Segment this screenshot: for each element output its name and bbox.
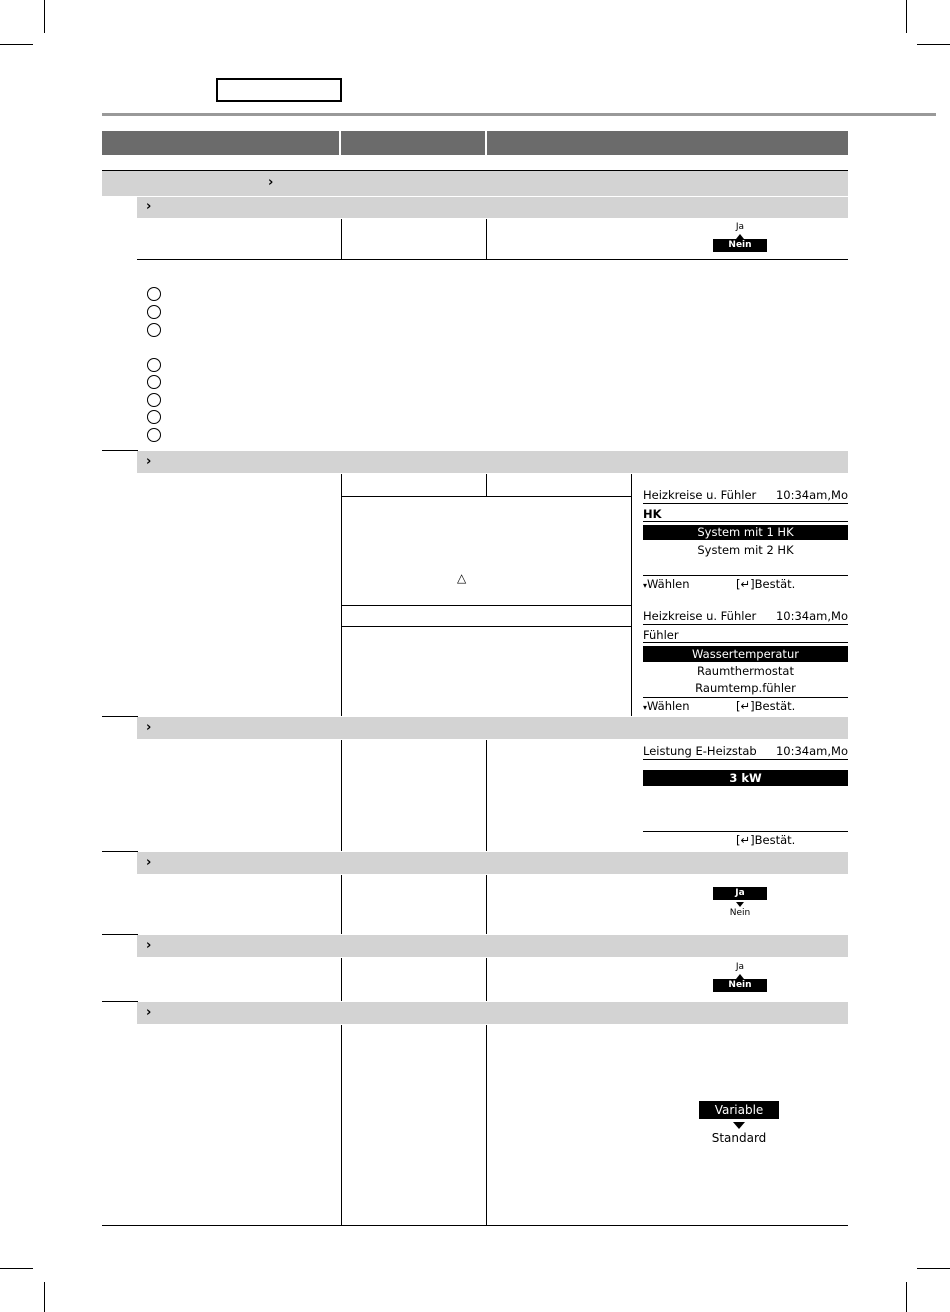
subsection-bar xyxy=(137,451,848,473)
screen-label: HK xyxy=(643,507,662,521)
crop-mark xyxy=(44,0,45,33)
divider xyxy=(486,219,487,259)
divider xyxy=(341,626,631,627)
table-header xyxy=(102,131,848,155)
yes-no-selector xyxy=(713,222,767,252)
number-circle xyxy=(147,305,161,319)
screen-time: 10:34am,Mo xyxy=(775,744,848,758)
option: Raumtemp.fühler xyxy=(695,681,796,695)
hk-screen xyxy=(643,486,848,596)
option-bottom: Standard xyxy=(711,1131,767,1145)
divider xyxy=(102,934,138,935)
divider xyxy=(341,605,631,606)
yes-no-selector xyxy=(713,962,767,992)
number-circle xyxy=(147,428,161,442)
yes-no-selector xyxy=(713,887,767,920)
chevron-right-icon: › xyxy=(146,855,152,870)
number-circle xyxy=(147,410,161,424)
crop-mark xyxy=(917,44,950,45)
option-selected: Ja xyxy=(713,887,767,900)
table-header-divider xyxy=(485,131,487,155)
header-box xyxy=(216,78,342,102)
divider xyxy=(102,716,138,717)
crop-mark xyxy=(906,0,907,33)
divider xyxy=(137,259,848,260)
option-selected: Variable xyxy=(699,1101,779,1119)
divider xyxy=(341,496,631,497)
divider xyxy=(341,875,342,934)
number-circle xyxy=(147,323,161,337)
mode-selector xyxy=(699,1101,779,1147)
chevron-right-icon: › xyxy=(146,454,152,469)
number-circle xyxy=(147,375,161,389)
chevron-right-icon: › xyxy=(146,720,152,735)
option-top: Ja xyxy=(735,962,745,972)
divider xyxy=(341,1025,342,1225)
crop-mark xyxy=(906,1282,907,1312)
divider xyxy=(341,474,342,716)
screen-title: Heizkreise u. Fühler xyxy=(643,609,757,623)
divider xyxy=(486,1025,487,1225)
crop-mark xyxy=(0,1268,33,1269)
divider xyxy=(341,958,342,1001)
crop-mark xyxy=(0,44,33,45)
divider xyxy=(102,851,138,852)
sensor-screen xyxy=(643,607,848,715)
screen-time: 10:34am,Mo xyxy=(775,609,848,623)
subsection-bar xyxy=(137,935,848,957)
divider xyxy=(486,875,487,934)
option-top: Ja xyxy=(735,222,745,232)
subsection-bar xyxy=(137,852,848,874)
nav-right: [↵]Bestät. xyxy=(736,833,796,847)
option-selected: System mit 1 HK xyxy=(643,525,848,540)
header-rule xyxy=(102,113,936,116)
subsection-bar xyxy=(137,717,848,739)
number-circle xyxy=(147,358,161,372)
divider xyxy=(631,474,632,716)
divider xyxy=(102,1001,138,1002)
screen-title: Leistung E-Heizstab xyxy=(643,744,757,758)
nav-left: ▾Wählen xyxy=(643,699,690,713)
option-selected: Nein xyxy=(713,239,767,252)
crop-mark xyxy=(917,1268,950,1269)
chevron-right-icon: › xyxy=(146,199,152,214)
number-circle xyxy=(147,287,161,301)
divider xyxy=(102,1225,848,1226)
divider xyxy=(486,958,487,1001)
divider xyxy=(102,450,138,451)
value-selected: 3 kW xyxy=(643,770,848,786)
screen-title: Heizkreise u. Fühler xyxy=(643,488,757,502)
option-bottom: Nein xyxy=(729,908,751,918)
screen-time: 10:34am,Mo xyxy=(775,488,848,502)
option-selected: Nein xyxy=(713,979,767,992)
option: Raumthermostat xyxy=(697,664,794,678)
triangle-icon: △ xyxy=(457,571,467,585)
option-selected: Wassertemperatur xyxy=(643,646,848,662)
chevron-right-icon: › xyxy=(146,1005,152,1020)
section-bar xyxy=(102,171,848,196)
divider xyxy=(341,740,342,851)
arrow-down-icon xyxy=(733,1122,745,1129)
nav-right: [↵]Bestät. xyxy=(736,577,796,591)
option: System mit 2 HK xyxy=(697,543,794,557)
subsection-bar xyxy=(137,1002,848,1024)
nav-right: [↵]Bestät. xyxy=(736,699,796,713)
chevron-right-icon: › xyxy=(146,938,152,953)
chevron-right-icon: › xyxy=(268,175,274,190)
heater-screen xyxy=(643,742,848,848)
divider xyxy=(486,474,487,496)
subsection-bar xyxy=(137,197,848,218)
nav-left: ▾Wählen xyxy=(643,577,690,591)
number-circle xyxy=(147,393,161,407)
screen-label: Fühler xyxy=(643,628,679,642)
table-header-divider xyxy=(339,131,341,155)
divider xyxy=(341,219,342,259)
crop-mark xyxy=(44,1282,45,1312)
divider xyxy=(486,740,487,851)
